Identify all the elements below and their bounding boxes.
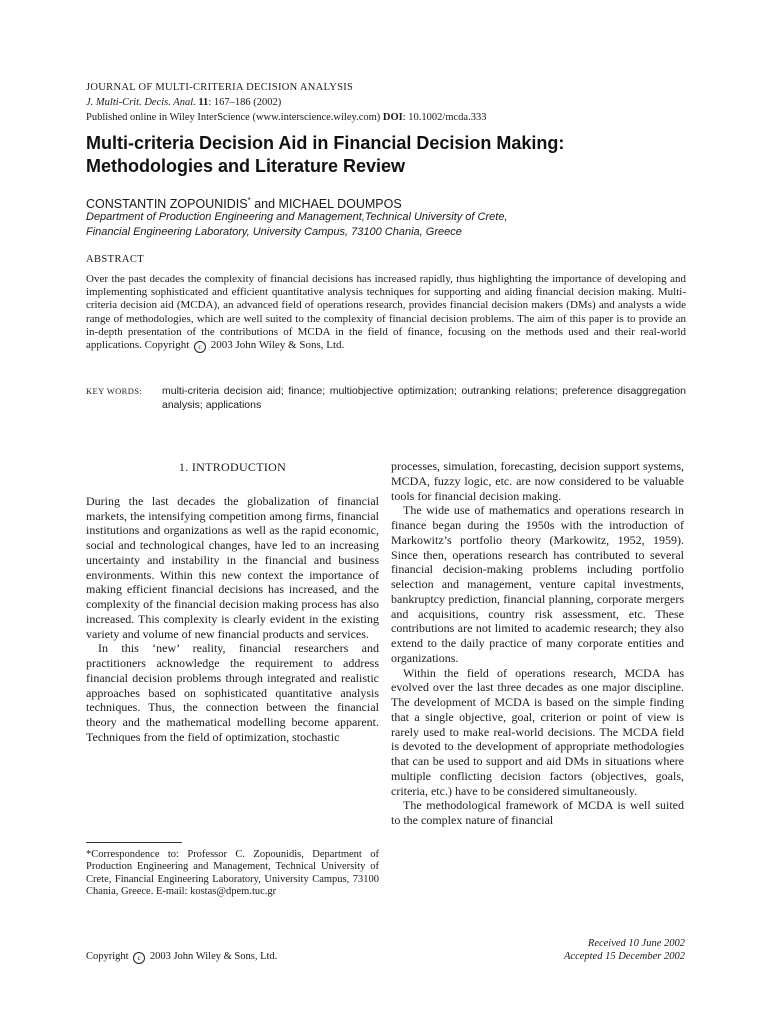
author-conjunction: and	[250, 197, 279, 212]
citation	[86, 95, 690, 110]
author-2: MICHAEL DOUMPOS	[278, 197, 402, 212]
page-copyright	[86, 950, 277, 964]
copyright-symbol: c	[133, 952, 145, 964]
abstract-copyright: 2003 John Wiley & Sons, Ltd.	[210, 339, 345, 352]
affiliation-line-1: Department of Production Engineering and Management,Technical University of Crete,	[86, 211, 508, 223]
doi-value: : 10.1002/mcda.333	[402, 112, 487, 123]
article-title: Multi-criteria Decision Aid in Financial Decision Making: Methodologies and Literature Review	[86, 133, 565, 176]
journal-header	[86, 80, 690, 125]
paragraph: Within the field of operations research, MCDA has evolved over the last three decades as one major discipline. The development of MCDA is based on the simple finding that a single objective, goal, criterion or point of view is rarely used to make real-world decisions. The MCDA field is devoted to the development of appropriate methodologies that can be used to support and aid DMs in situations where multiple conflicting decision factors (objectives, goals, criteria, etc.) have to be considered simultaneously.	[391, 665, 684, 798]
paragraph: The methodological framework of MCDA is well suited to the complex nature of financial	[391, 798, 684, 827]
footnote-divider	[86, 842, 182, 843]
paragraph: During the last decades the globalization of financial markets, the intensifying competition among firms, financial institutions and organizations as well as the rapid economic, social and technological changes, have led to an increasing uncertainty and instability in the financial and business environments. Within this new context the importance of making efficient financial decisions has increased, and the complexity of the financial decision making process has also increased. This complexity is clearly evident in the existing variety and volume of new financial products and services.	[86, 493, 379, 641]
author-1: CONSTANTIN ZOPOUNIDIS	[86, 197, 248, 212]
affiliation-line-2: Financial Engineering Laboratory, University Campus, 73100 Chania, Greece	[86, 226, 462, 238]
keywords-label: KEY WORDS:	[86, 386, 143, 396]
paragraph: In this ‘new’ reality, financial researchers and practitioners acknowledge the requirement to address financial decision problems through integrated and realistic approaches based on sophisticated quantitative analysis techniques. Thus, the connection between the financial theory and the mathematical modelling become apparent. Techniques from the field of optimization, stochastic	[86, 641, 379, 744]
correspondence-footnote: *Correspondence to: Professor C. Zopounidis, Department of Production Engineering and Management, Technical University of Crete, Financial Engineering Laboratory, University Campus, 73100 Chania, Greece. E-mail: kostas@dpem.tuc.gr	[86, 849, 379, 898]
doi-label: DOI	[382, 112, 403, 123]
section-heading: 1. INTRODUCTION	[178, 460, 287, 474]
affiliation	[86, 210, 690, 240]
publication-line	[86, 110, 690, 125]
right-column	[391, 459, 684, 828]
citation-abbrev: J. Multi-Crit. Decis. Anal.	[86, 97, 196, 108]
keywords	[86, 384, 686, 412]
copyright-suffix: 2003 John Wiley & Sons, Ltd.	[149, 951, 278, 962]
abstract-body: Over the past decades the complexity of financial decisions has increased rapidly, thus highlighting the importance of developing and implementing sophisticated and efficient quantitative analysis techniques for supporting and aiding financial decision making. Multi-criteria decision aid (MCDA), an advanced field of operations research, provides financial decision makers (DMs) and analysts a wide range of methodologies, which are well suited to the complexity of financial decision problems. The aim of this paper is to provide an in-depth presentation of the contributions of MCDA in the field of finance, focusing on the methods used and their real-world applications. Copyright	[86, 273, 686, 352]
copyright-symbol: c	[194, 341, 206, 353]
citation-volume: 11	[198, 97, 209, 108]
keywords-text: multi-criteria decision aid; finance; multiobjective optimization; outranking relations; preference disaggregation analysis; applications	[162, 385, 686, 411]
history-dates	[564, 937, 685, 963]
correspondence-mark: *	[247, 196, 251, 205]
paragraph: processes, simulation, forecasting, decision support systems, MCDA, fuzzy logic, etc. are now considered to be valuable tools for financial decision making.	[391, 459, 684, 503]
received-date: Received 10 June 2002	[587, 938, 685, 949]
journal-name: JOURNAL OF MULTI-CRITERIA DECISION ANALYSIS	[86, 82, 354, 93]
paragraph: The wide use of mathematics and operations research in finance began during the 1950s with the introduction of Markowitz’s portfolio theory (Markowitz, 1952, 1959). Since then, operations research has contributed to several financial decision-making problems including portfolio selection and management, venture capital investments, bankruptcy prediction, financial planning, corporate mergers and acquisitions, country risk assessment, etc. These contributions are not limited to academic research; they also extend to the daily practice of many corporate entities and organizations.	[391, 503, 684, 665]
abstract-heading: ABSTRACT	[86, 254, 145, 265]
left-column	[86, 456, 379, 745]
accepted-date: Accepted 15 December 2002	[564, 951, 685, 962]
copyright-prefix: Copyright	[86, 951, 129, 962]
published-online-text: Published online in Wiley InterScience (www.interscience.wiley.com)	[86, 112, 381, 123]
citation-pages: : 167–186 (2002)	[208, 97, 282, 108]
abstract-text	[86, 273, 686, 353]
